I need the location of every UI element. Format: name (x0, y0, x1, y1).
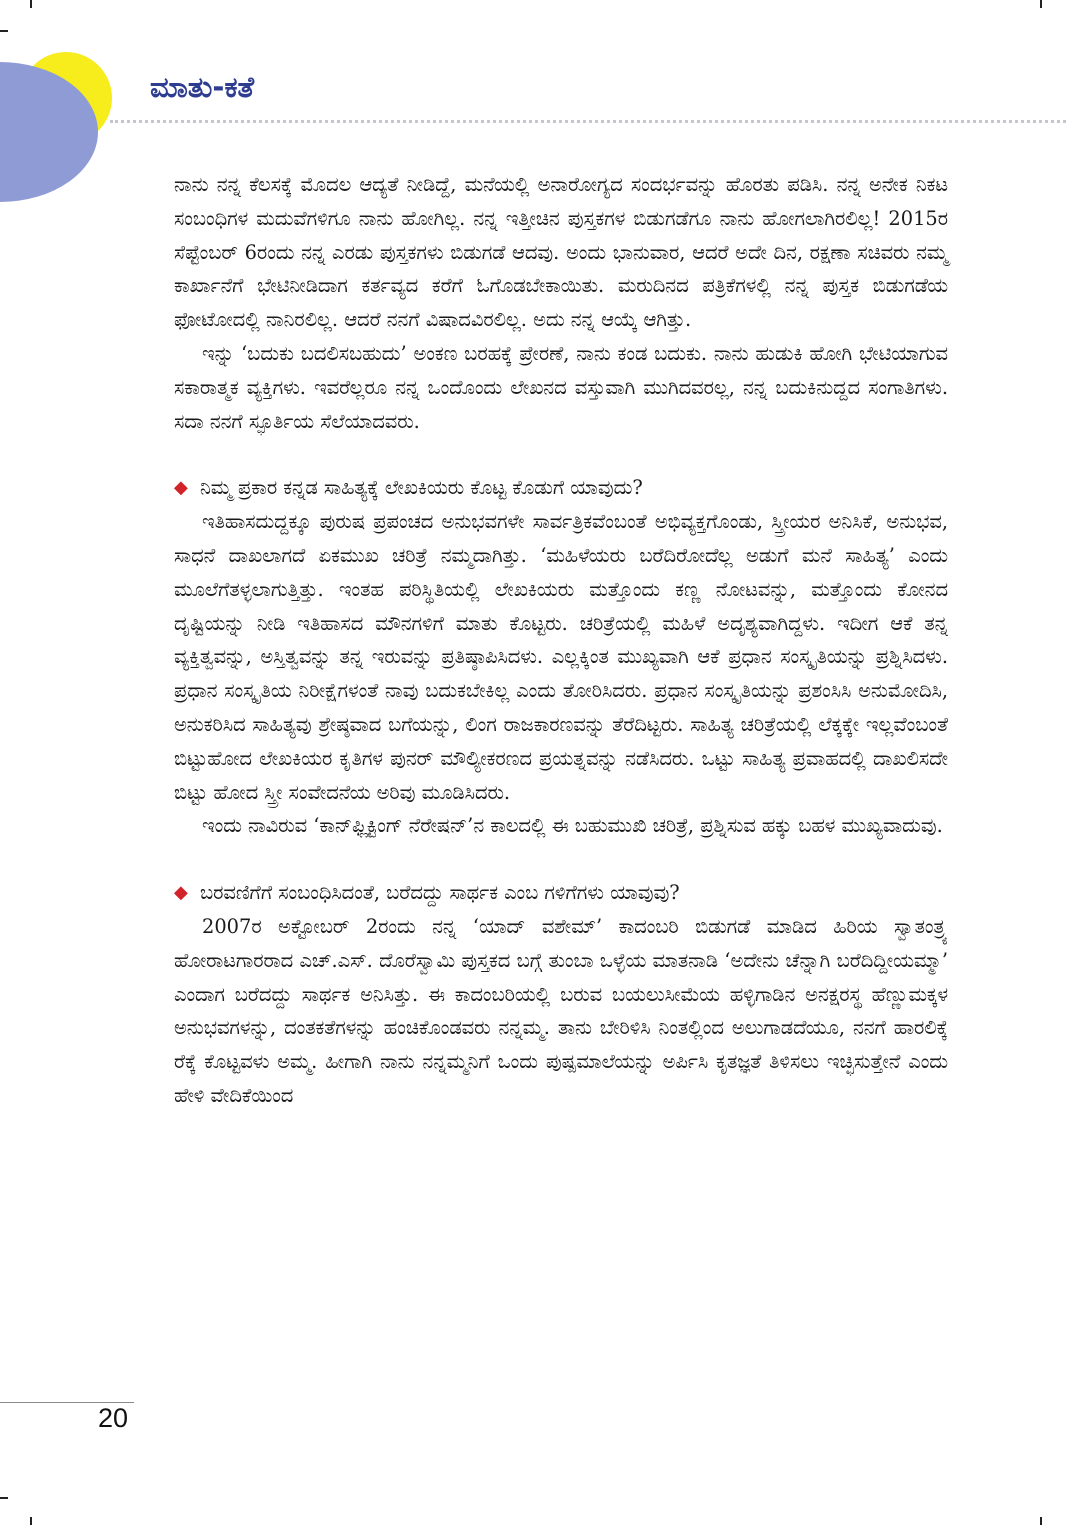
crop-mark-top-left-side (0, 30, 8, 32)
question-heading-2 (174, 876, 948, 910)
header-dotted-divider (110, 120, 1066, 123)
paragraph-2: ಇನ್ನು ‘ಬದುಕು ಬದಲಿಸಬಹುದು’ ಅಂಕಣ ಬರಹಕ್ಕೆ ಪ್ರೇರಣೆ, ನಾನು ಕಂಡ ಬದುಕು. ನಾನು ಹುಡುಕಿ ಹೋಗಿ ಭೇಟಿಯಾಗುವ ಸಕಾರಾತ್ಮಕ ವ್ಯಕ್ತಿಗಳು. ಇವರೆಲ್ಲರೂ ನನ್ನ ಒಂದೊಂದು ಲೇಖನದ ವಸ್ತುವಾಗಿ ಮುಗಿದವರಲ್ಲ, ನನ್ನ ಬದುಕಿನುದ್ದದ ಸಂಗಾತಿಗಳು. ಸದಾ ನನಗೆ ಸ್ಫೂರ್ತಿಯ ಸೆಲೆಯಾದವರು. (174, 341, 948, 433)
section-title: ಮಾತು-ಕತೆ (150, 70, 255, 104)
paragraph-1: ನಾನು ನನ್ನ ಕೆಲಸಕ್ಕೆ ಮೊದಲ ಆದ್ಯತೆ ನೀಡಿದ್ದೆ, ಮನೆಯಲ್ಲಿ ಅನಾರೋಗ್ಯದ ಸಂದರ್ಭವನ್ನು ಹೊರತು ಪಡಿಸಿ. ನನ್ನ ಅನೇಕ ನಿಕಟ ಸಂಬಂಧಿಗಳ ಮದುವೆಗಳಿಗೂ ನಾನು ಹೋಗಿಲ್ಲ. ನನ್ನ ಇತ್ತೀಚಿನ ಪುಸ್ತಕಗಳ ಬಿಡುಗಡೆಗೂ ನಾನು ಹೋಗಲಾಗಿರಲಿಲ್ಲ! 2015ರ ಸೆಪ್ಟೆಂಬರ್ 6ರಂದು ನನ್ನ ಎರಡು ಪುಸ್ತಕಗಳು ಬಿಡುಗಡೆ ಆದವು. ಅಂದು ಭಾನುವಾರ, ಆದರೆ ಅದೇ ದಿನ, ರಕ್ಷಣಾ ಸಚಿವರು ನಮ್ಮ ಕಾರ್ಖಾನೆಗೆ ಭೇಟಿನೀಡಿದಾಗ ಕರ್ತವ್ಯದ ಕರೆಗೆ ಓಗೊಡಬೇಕಾಯಿತು. ಮರುದಿನದ ಪತ್ರಿಕೆಗಳಲ್ಲಿ ನನ್ನ ಪುಸ್ತಕ ಬಿಡುಗಡೆಯ ಫೋಟೋದಲ್ಲಿ ನಾನಿರಲಿಲ್ಲ. ಆದರೆ ನನಗೆ ವಿಷಾದವಿರಲಿಲ್ಲ. ಅದು ನನ್ನ ಆಯ್ಕೆ ಆಗಿತ್ತು. (174, 173, 948, 332)
page-number: 20 (98, 1403, 129, 1433)
article-body (174, 168, 948, 1113)
question-heading-1 (174, 471, 948, 505)
paragraph-3: ಇತಿಹಾಸದುದ್ದಕ್ಕೂ ಪುರುಷ ಪ್ರಪಂಚದ ಅನುಭವಗಳೇ ಸಾರ್ವತ್ರಿಕವೆಂಬಂತೆ ಅಭಿವ್ಯಕ್ತಗೊಂಡು, ಸ್ತ್ರೀಯರ ಅನಿಸಿಕೆ, ಅನುಭವ, ಸಾಧನೆ ದಾಖಲಾಗದೆ ಏಕಮುಖ ಚರಿತ್ರೆ ನಮ್ಮದಾಗಿತ್ತು. ‘ಮಹಿಳೆಯರು ಬರೆದಿರೋದೆಲ್ಲ ಅಡುಗೆ ಮನೆ ಸಾಹಿತ್ಯ’ ಎಂದು ಮೂಲೆಗೆತಳ್ಳಲಾಗುತ್ತಿತ್ತು. ಇಂತಹ ಪರಿಸ್ಥಿತಿಯಲ್ಲಿ ಲೇಖಕಿಯರು ಮತ್ತೊಂದು ಕಣ್ಣ ನೋಟವನ್ನು, ಮತ್ತೊಂದು ಕೋನದ ದೃಷ್ಟಿಯನ್ನು ನೀಡಿ ಇತಿಹಾಸದ ಮೌನಗಳಿಗೆ ಮಾತು ಕೊಟ್ಟರು. ಚರಿತ್ರೆಯಲ್ಲಿ ಮಹಿಳೆ ಅದೃಶ್ಯವಾಗಿದ್ದಳು. ಇದೀಗ ಆಕೆ ತನ್ನ ವ್ಯಕ್ತಿತ್ವವನ್ನು, ಅಸ್ತಿತ್ವವನ್ನು ತನ್ನ ಇರುವನ್ನು ಪ್ರತಿಷ್ಠಾಪಿಸಿದಳು. ಎಲ್ಲಕ್ಕಿಂತ ಮುಖ್ಯವಾಗಿ ಆಕೆ ಪ್ರಧಾನ ಸಂಸ್ಕೃತಿಯನ್ನು ಪ್ರಶ್ನಿಸಿದಳು. ಪ್ರಧಾನ ಸಂಸ್ಕೃತಿಯ ನಿರೀಕ್ಷೆಗಳಂತೆ ನಾವು ಬದುಕಬೇಕಿಲ್ಲ ಎಂದು ತೋರಿಸಿದರು. ಪ್ರಧಾನ ಸಂಸ್ಕೃತಿಯನ್ನು ಪ್ರಶಂಸಿಸಿ ಅನುಮೋದಿಸಿ, ಅನುಕರಿಸಿದ ಸಾಹಿತ್ಯವು ಶ್ರೇಷ್ಠವಾದ ಬಗೆಯನ್ನು, ಲಿಂಗ ರಾಜಕಾರಣವನ್ನು ತೆರೆದಿಟ್ಟರು. ಸಾಹಿತ್ಯ ಚರಿತ್ರೆಯಲ್ಲಿ ಲೆಕ್ಕಕ್ಕೇ ಇಲ್ಲವೆಂಬಂತೆ ಬಿಟ್ಟುಹೋದ ಲೇಖಕಿಯರ ಕೃತಿಗಳ ಪುನರ್ ಮೌಲ್ಯೀಕರಣದ ಪ್ರಯತ್ನವನ್ನು ನಡೆಸಿದರು. ಒಟ್ಟು ಸಾಹಿತ್ಯ ಪ್ರವಾಹದಲ್ಲಿ ದಾಖಲಿಸದೇ ಬಿಟ್ಟು ಹೋದ ಸ್ತ್ರೀ ಸಂವೇದನೆಯ ಅರಿವು ಮೂಡಿಸಿದರು. (174, 510, 948, 804)
red-diamond-bullet-icon: ◆ (174, 477, 188, 499)
paragraph-5: 2007ರ ಅಕ್ಟೋಬರ್ 2ರಂದು ನನ್ನ ‘ಯಾದ್ ವಶೇಮ್’ ಕಾದಂಬರಿ ಬಿಡುಗಡೆ ಮಾಡಿದ ಹಿರಿಯ ಸ್ವಾತಂತ್ರ್ಯ ಹೋರಾಟಗಾರರಾದ ಎಚ್.ಎಸ್. ದೊರೆಸ್ವಾಮಿ ಪುಸ್ತಕದ ಬಗ್ಗೆ ತುಂಬಾ ಒಳ್ಳೆಯ ಮಾತನಾಡಿ ‘ಅದೇನು ಚೆನ್ನಾಗಿ ಬರೆದಿದ್ದೀಯಮ್ಮಾ’ ಎಂದಾಗ ಬರೆದದ್ದು ಸಾರ್ಥಕ ಅನಿಸಿತ್ತು. ಈ ಕಾದಂಬರಿಯಲ್ಲಿ ಬರುವ ಬಯಲುಸೀಮೆಯ ಹಳ್ಳಿಗಾಡಿನ ಅನಕ್ಷರಸ್ಥ ಹೆಣ್ಣುಮಕ್ಕಳ ಅನುಭವಗಳನ್ನು, ದಂತಕತೆಗಳನ್ನು ಹಂಚಿಕೊಂಡವರು ನನ್ನಮ್ಮ. ತಾನು ಬೇರಿಳಿಸಿ ನಿಂತಲ್ಲಿಂದ ಅಲುಗಾಡದೆಯೂ, ನನಗೆ ಹಾರಲಿಕ್ಕೆ ರೆಕ್ಕೆ ಕೊಟ್ಟವಳು ಅಮ್ಮ. ಹೀಗಾಗಿ ನಾನು ನನ್ನಮ್ಮನಿಗೆ ಒಂದು ಪುಷ್ಪಮಾಲೆಯನ್ನು ಅರ್ಪಿಸಿ ಕೃತಜ್ಞತೆ ತಿಳಿಸಲು ಇಚ್ಛಿಸುತ್ತೇನೆ ಎಂದು ಹೇಳಿ ವೇದಿಕೆಯಿಂದ (174, 914, 948, 1107)
crop-mark-bottom-left (30, 1517, 32, 1525)
crop-mark-top-right (1040, 0, 1042, 8)
crop-mark-top-left (30, 0, 32, 8)
red-diamond-bullet-icon: ◆ (174, 882, 188, 904)
question-1-text: ನಿಮ್ಮ ಪ್ರಕಾರ ಕನ್ನಡ ಸಾಹಿತ್ಯಕ್ಕೆ ಲೇಖಕಿಯರು ಕೊಟ್ಟ ಕೊಡುಗೆ ಯಾವುದು? (200, 476, 643, 500)
crop-mark-bottom-right (1040, 1517, 1042, 1525)
crop-mark-bottom-left-side (0, 1497, 8, 1499)
paragraph-4: ಇಂದು ನಾವಿರುವ ‘ಕಾನ್‌ಫ್ಲಿಕ್ಟಿಂಗ್ ನೆರೇಷನ್’ನ ಕಾಲದಲ್ಲಿ ಈ ಬಹುಮುಖಿ ಚರಿತ್ರೆ, ಪ್ರಶ್ನಿಸುವ ಹಕ್ಕು ಬಹಳ ಮುಖ್ಯವಾದುವು. (202, 814, 943, 838)
question-2-text: ಬರವಣಿಗೆಗೆ ಸಂಬಂಧಿಸಿದಂತೆ, ಬರೆದದ್ದು ಸಾರ್ಥಕ ಎಂಬ ಗಳಿಗೆಗಳು ಯಾವುವು? (200, 881, 680, 905)
